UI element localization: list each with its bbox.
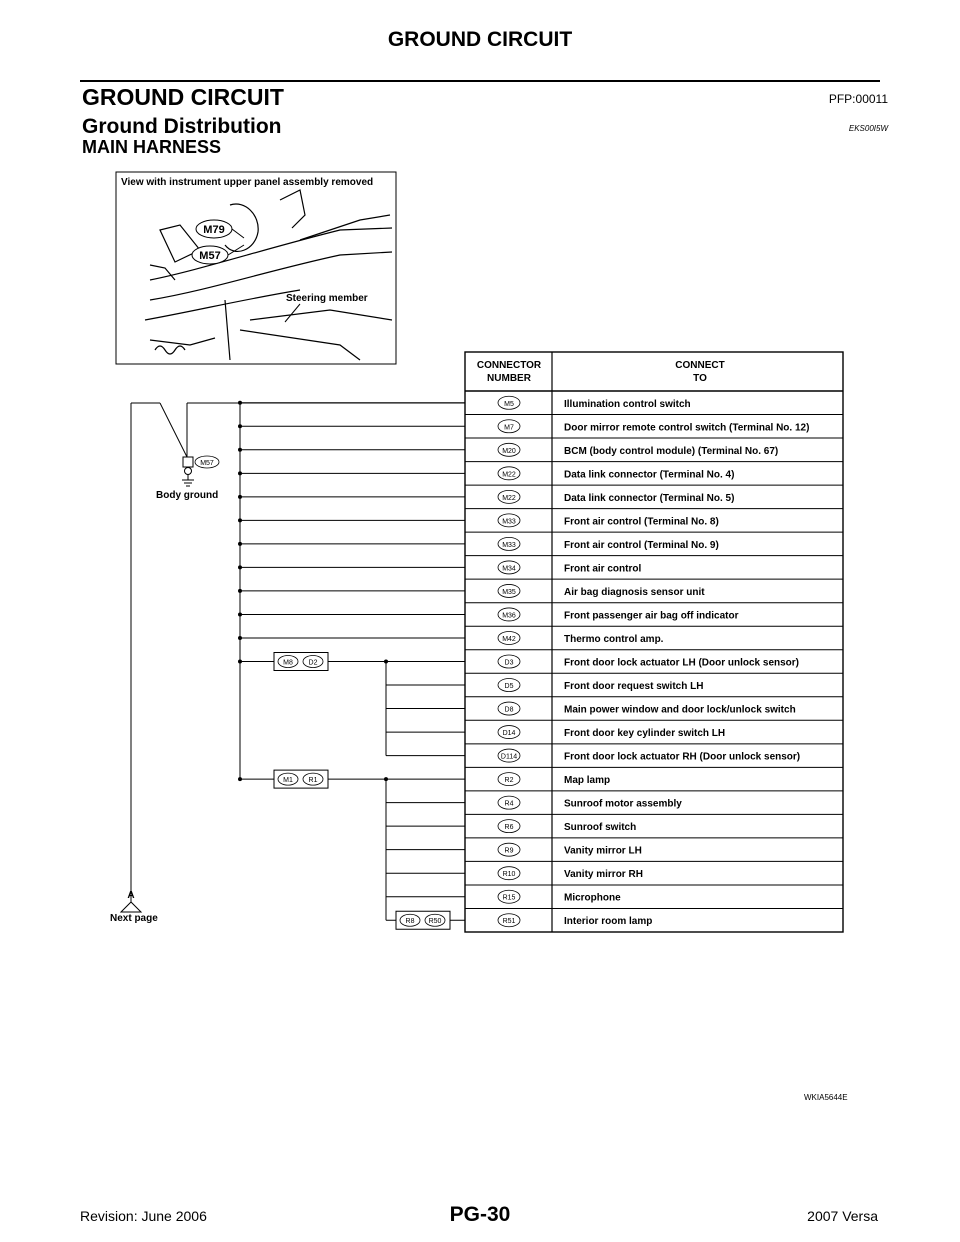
splice-dot [238,589,242,593]
splice-dot [238,777,242,781]
connect-to: Data link connector (Terminal No. 5) [564,492,735,504]
connector-number: R10 [502,871,516,879]
next-page-marker [110,890,158,924]
connector-number: M33 [502,518,516,526]
junction-b: R50 [428,918,442,926]
connector-number: M20 [502,447,516,455]
connector-number: R51 [502,918,516,926]
junction-b: R1 [308,777,318,785]
splice-dot [238,424,242,428]
splice-dot [238,518,242,522]
connect-to: Main power window and door lock/unlock switch [564,704,796,716]
inset-label-m57: M57 [199,250,221,262]
connect-to: Data link connector (Terminal No. 4) [564,469,735,481]
connect-to: Front door lock actuator LH (Door unlock sensor) [564,657,800,669]
connector-number: R9 [504,847,514,855]
splice-dot [238,401,242,405]
splice-dot [238,565,242,569]
connect-to: BCM (body control module) (Terminal No. 67) [564,445,779,457]
body-ground [156,456,219,501]
footer-model: 2007 Versa [807,1208,878,1224]
connect-to: Door mirror remote control switch (Terminal No. 12) [564,422,810,434]
ground-label: Body ground [156,490,219,501]
connector-number: M42 [502,635,516,643]
connector-number: M35 [502,588,516,596]
connect-to: Interior room lamp [564,916,653,928]
connector-number: R15 [502,894,516,902]
header-connect-line2: TO [693,373,707,384]
connector-number: M33 [502,541,516,549]
connect-to: Front door key cylinder switch LH [564,728,726,740]
connector-number: D5 [504,683,514,691]
inset-label-m79: M79 [203,224,225,236]
splice-dot [238,448,242,452]
connector-number: R4 [504,800,514,808]
harness-title: MAIN HARNESS [82,137,222,157]
connector-number: M22 [502,494,516,502]
inset-caption: View with instrument upper panel assembly removed [121,177,374,188]
connector-number: M22 [502,471,516,479]
connect-to: Sunroof switch [564,822,637,834]
connector-number: R6 [504,824,514,832]
connect-to: Front passenger air bag off indicator [564,610,739,622]
connector-number: M5 [504,400,514,408]
footer-revision: Revision: June 2006 [80,1208,207,1224]
connect-to: Air bag diagnosis sensor unit [564,586,705,598]
connector-table [465,352,843,932]
connector-number: D3 [504,659,514,667]
junction-connector [274,770,328,788]
section-title: GROUND CIRCUIT [82,84,284,110]
splice-dot [238,495,242,499]
next-marker-letter: A [127,890,135,901]
junction-a: M1 [283,777,293,785]
header-connector-line2: NUMBER [487,373,531,384]
junction-b: D2 [308,659,318,667]
ground-connector: M57 [200,460,214,467]
page-header: GROUND CIRCUIT [387,28,573,51]
header-connect-line1: CONNECT [675,360,725,371]
splice-dot [238,636,242,640]
connect-to: Map lamp [564,775,611,787]
connect-to: Vanity mirror LH [564,845,642,857]
pfp-code: PFP:00011 [828,92,888,106]
junction-connector [274,653,328,671]
connector-number: M36 [502,612,516,620]
connector-number: M34 [502,565,516,573]
junction-a: M8 [283,659,293,667]
inset-label-steering: Steering member [286,293,368,304]
connect-to: Front door lock actuator RH (Door unlock sensor) [564,751,801,763]
connector-number: D114 [500,753,518,761]
footer-page-number: PG-30 [449,1203,511,1226]
junction-connector [396,911,450,929]
connect-to: Front air control (Terminal No. 9) [564,539,719,551]
connector-number: D8 [504,706,514,714]
eks-code: EKS00I5W [848,124,888,133]
connect-to: Microphone [564,892,621,904]
sub-title: Ground Distribution [82,115,282,138]
splice-dot [238,471,242,475]
header-connector-line1: CONNECTOR [476,360,542,371]
connect-to: Front air control (Terminal No. 8) [564,516,719,528]
inset-view [116,172,396,364]
splice-dot [238,612,242,616]
connector-number: D14 [502,730,516,738]
junction-a: R8 [405,918,415,926]
connect-to: Front air control [564,563,642,575]
next-page-label: Next page [110,913,158,924]
splice-dot [238,660,242,664]
connect-to: Sunroof motor assembly [564,798,682,810]
connector-number: M7 [504,424,514,432]
connector-number: R2 [504,777,514,785]
connect-to: Front door request switch LH [564,681,704,693]
splice-dot [238,542,242,546]
connect-to: Thermo control amp. [564,633,664,645]
connect-to: Vanity mirror RH [564,869,643,881]
connect-to: Illumination control switch [564,398,691,410]
figure-id: WKIA5644E [804,1093,848,1102]
